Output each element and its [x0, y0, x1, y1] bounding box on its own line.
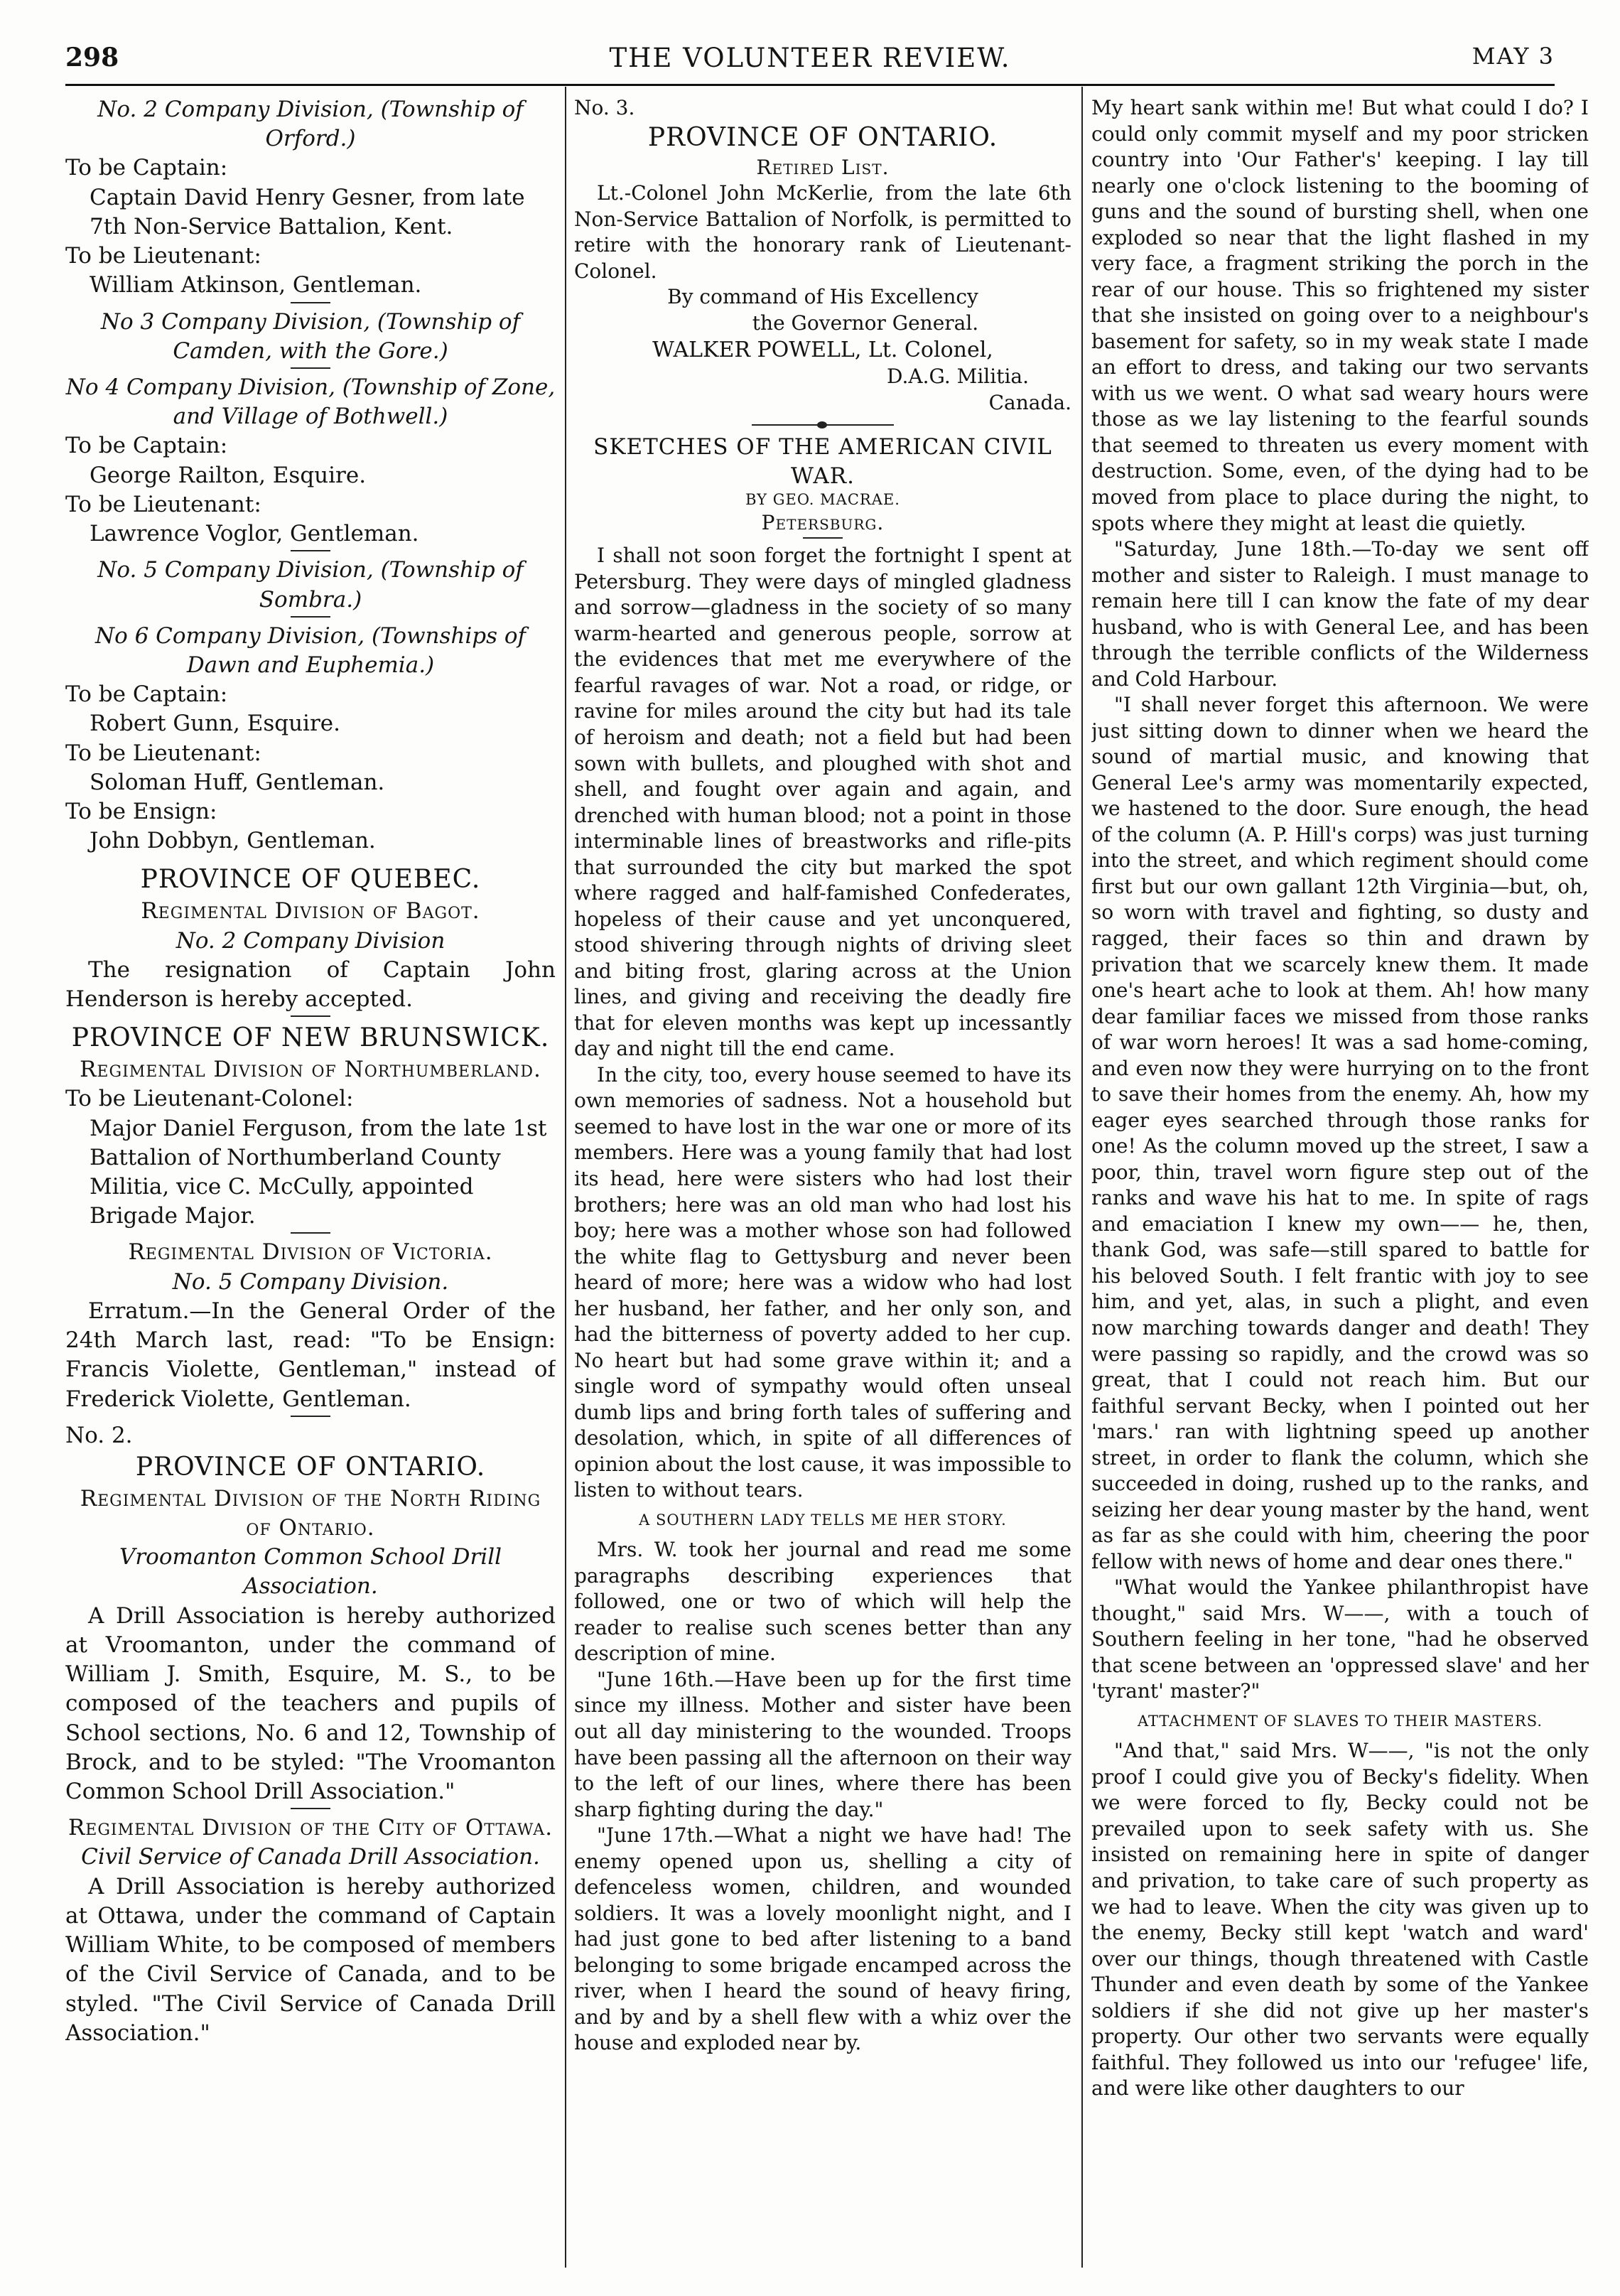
- division-heading: Regimental Division of the City of Ottawa.: [68, 1815, 554, 1841]
- section-heading: No 4 Company Division, (Township of Zone, and Village of Bothwell.): [65, 374, 556, 430]
- signature-name: WALKER POWELL, Lt. Colonel,: [652, 338, 993, 363]
- separator: [291, 302, 330, 303]
- text-paragraph: A Drill Association is hereby authorized at Ottawa, under the command of Captain William White, to be composed of members of the Civil Service of Canada, and to be styled. "The Civil Service of Canada Drill Association.": [65, 1873, 556, 2046]
- section-heading: No 3 Company Division, (Township of Camden, with the Gore.): [100, 308, 521, 364]
- issue-date: MAY 3: [1472, 43, 1555, 70]
- province-heading: PROVINCE OF NEW BRUNSWICK.: [71, 1023, 550, 1053]
- text-paragraph: "What would the Yankee philanthropist have thought," said Mrs. W——, with a touch of Southern feeling in her tone, "had he observed that scene between an 'oppressed slave' and her 'tyrant' master?": [1091, 1575, 1589, 1703]
- text-line: Soloman Huff, Gentleman.: [90, 769, 385, 795]
- separator: [803, 537, 843, 539]
- text-paragraph: Lt.-Colonel John McKerlie, from the late 6th Non-Service Battalion of Norfolk, is permitted to retire with the honorary rank of Lieutenant-Colonel.: [574, 181, 1071, 283]
- text-paragraph: In the city, too, every house seemed to have its own memories of sadness. Not a household but seemed to have lost in the war one or more of its members. Here was a young family that had lost its head, here were sisters who had lost their brothers; here was an old man who had lost his boy; here was a mother whose son had followed the white flag to Gettysburg and never been heard of more; here was a widow who had lost her husband, her father, and her only son, and had the bitterness of poverty added to her cup. No heart but had some grave within it; and a single word of sympathy would often unseal dumb lips and bring forth tales of suffering and desolation, which, in spite of all differences of opinion about the lost cause, it was impossible to listen to without tears.: [574, 1062, 1071, 1502]
- separator: [291, 1015, 330, 1017]
- signature-title: D.A.G. Militia.: [887, 365, 1029, 389]
- division-heading: Regimental Division of Victoria.: [128, 1239, 493, 1266]
- signature-line: By command of His Excellency: [667, 285, 978, 309]
- column-3: [1091, 95, 1589, 2268]
- text-paragraph: Captain David Henry Gesner, from late 7th Non-Service Battalion, Kent.: [90, 184, 525, 239]
- section-heading: No. 2 Company Division: [176, 927, 446, 954]
- text-paragraph: I shall not soon forget the fortnight I spent at Petersburg. They were days of mingled gladness and sorrow—gladness in the society of so many warm-hearted and generous people, sorrow at the evidences that met me everywhere of the fearful ravages of war. Not a road, or ridge, or ravine for miles around the city but had its tale of heroism and death; not a field but had been sown with bullets, and ploughed with shot and shell, and fought over again and again, and drenched with human blood; not a point in those interminable lines of breastworks and rifle-pits that surrounded the city but marked the spot where ragged and half-famished Confederates, hopeless of their cause and yet unconquered, stood shivering through nights of driving sleet and biting frost, glaring across at the Union lines, and giving and receiving the deadly fire that for eleven months was kept up incessantly day and night till the end came.: [574, 544, 1071, 1061]
- text-line: William Atkinson, Gentleman.: [90, 272, 422, 298]
- text-paragraph: "June 17th.—What a night we have had! The enemy opened upon us, shelling a city of defenceless women, children, and wounded soldiers. It was a lovely moonlight night, and I had just gone to bed after listening to a band belonging to some brigade encamped across the river, when I heard the sound of heavy firing, and by and by a shell flew with a whiz over the house and exploded near by.: [574, 1823, 1071, 2055]
- text-line: To be Lieutenant:: [65, 740, 261, 766]
- text-line: To be Lieutenant:: [65, 243, 261, 269]
- text-line: Robert Gunn, Esquire.: [90, 711, 340, 737]
- text-paragraph: Erratum.—In the General Order of the 24th March last, read: "To be Ensign: Francis Violette, Gentleman," instead of Frederick Violette, Gentleman.: [65, 1298, 556, 1412]
- separator: [291, 1232, 330, 1234]
- article-subheading: ATTACHMENT OF SLAVES TO THEIR MASTERS.: [1137, 1712, 1543, 1730]
- page-header: [65, 43, 1555, 84]
- text-line: Lawrence Voglor, Gentleman.: [90, 521, 419, 547]
- publication-title: THE VOLUNTEER REVIEW.: [609, 43, 1011, 73]
- section-heading: No. 5 Company Division.: [172, 1268, 449, 1295]
- order-number: No. 3.: [574, 96, 635, 119]
- article-subheading: A SOUTHERN LADY TELLS ME HER STORY.: [639, 1511, 1007, 1529]
- section-heading: No. 2 Company Division, (Township of Orford.): [97, 97, 524, 152]
- province-heading: PROVINCE OF ONTARIO.: [647, 122, 998, 152]
- text-line: To be Captain:: [65, 681, 228, 708]
- text-paragraph: My heart sank within me! But what could I do? I could only commit myself and my poor stricken country into 'Our Father's' keeping. I lay till nearly one o'clock listening to the booming of guns and the sound of bursting shell, when one exploded so near that the light flashed in my very face, a fragment striking the porch in the rear of our house. This so frightened my sister that she insisted on going over to a neighbour's basement for safety, so in my weak state I made an effort to dress, and taking our two servants with us we went. O what sad weary hours were those as we lay listening to the fearful sounds that seemed to threaten us every moment with destruction. Some, even, of the dying had to be moved from place to place during the night, to spots where they might at least die quietly.: [1091, 96, 1589, 535]
- division-heading: Regimental Division of Bagot.: [141, 898, 480, 925]
- text-line: To be Captain:: [65, 433, 228, 459]
- province-heading: PROVINCE OF QUEBEC.: [140, 865, 481, 895]
- article-subheading: Petersburg.: [761, 510, 885, 534]
- column-2: [574, 95, 1071, 2268]
- page-number: 298: [65, 43, 119, 72]
- text-line: To be Captain:: [65, 155, 228, 181]
- signature-line: the Governor General.: [752, 311, 979, 335]
- division-heading: Regimental Division of the North Riding of Ontario.: [80, 1485, 541, 1541]
- signature-place: Canada.: [988, 390, 1071, 414]
- text-paragraph: Major Daniel Ferguson, from the late 1st Battalion of Northumberland County Militia, vice C. McCully, appointed Brigade Major.: [90, 1115, 547, 1229]
- text-line: To be Ensign:: [65, 799, 217, 825]
- column-divider: [565, 87, 566, 2268]
- text-paragraph: Mrs. W. took her journal and read me some paragraphs describing experiences that followed, one or two of which will help the reader to realise such scenes better than any description of mine.: [574, 1538, 1071, 1666]
- text-line: To be Lieutenant:: [65, 491, 261, 517]
- article-title: SKETCHES OF THE AMERICAN CIVIL WAR.: [593, 434, 1052, 489]
- list-heading: Retired List.: [756, 155, 890, 179]
- ornamental-rule: [752, 424, 894, 426]
- article-byline: BY GEO. MACRAE.: [745, 491, 900, 509]
- section-heading: No. 5 Company Division, (Township of Sombra.): [97, 557, 524, 613]
- text-line: To be Lieutenant-Colonel:: [65, 1086, 354, 1112]
- separator: [291, 1416, 330, 1417]
- section-heading: No 6 Company Division, (Townships of Dawn and Euphemia.): [94, 622, 526, 678]
- section-heading: Civil Service of Canada Drill Association.: [81, 1844, 540, 1870]
- separator: [291, 550, 330, 551]
- text-line: John Dobbyn, Gentleman.: [90, 828, 376, 854]
- text-paragraph: A Drill Association is hereby authorized at Vroomanton, under the command of William J. Smith, Esquire, M. S., to be composed of the teachers and pupils of School sections, No. 6 and 12, Township of Brock, and to be styled: "The Vroomanton Common School Drill Association.": [65, 1602, 556, 1804]
- text-line: George Railton, Esquire.: [90, 462, 367, 488]
- text-paragraph: "And that," said Mrs. W——, "is not the only proof I could give you of Becky's fidelity. When we were forced to fly, Becky could not be prevailed upon to seek safety with us. She insisted on remaining here in spite of danger and privation, to take care of such property as we had to leave. When the city was given up to the enemy, Becky still kept 'watch and ward' over our things, though threatened with Castle Thunder and even death by some of the Yankee soldiers if she did not give up her master's property. Our other two servants were equally faithful. They followed us into our 'refugee' life, and were like other daughters to our: [1091, 1739, 1589, 2101]
- text-paragraph: The resignation of Captain John Henderson is hereby accepted.: [65, 956, 556, 1012]
- separator: [291, 616, 330, 618]
- separator: [291, 367, 330, 369]
- division-heading: Regimental Division of Northumberland.: [80, 1057, 541, 1083]
- text-paragraph: "Saturday, June 18th.—To-day we sent off mother and sister to Raleigh. I must manage to remain here till I can know the fate of my dear husband, who is with General Lee, and has been through the terrible conflicts of the Wilderness and Cold Harbour.: [1091, 537, 1589, 691]
- header-rule: [65, 84, 1555, 86]
- column-1: [65, 95, 556, 2268]
- column-divider: [1081, 87, 1083, 2268]
- separator: [291, 1808, 330, 1809]
- order-number: No. 2.: [65, 1422, 133, 1448]
- text-paragraph: "I shall never forget this afternoon. We were just sitting down to dinner when we heard the sound of martial music, and knowing that General Lee's army was momentarily expected, we hastened to the door. Sure enough, the head of the column (A. P. Hill's corps) was just turning into the street, and which regiment should come first but our own gallant 12th Virginia—but, oh, so worn with travel and fighting, so dusty and ragged, their faces so thin and drawn by privation that we scarcely knew them. It made one's heart ache to look at them. Ah! how many dear familiar faces we missed from those ranks of war worn heroes! It was a sad home-coming, and even now they were hurrying on to the front to save their homes from the enemy. Ah, how my eager eyes searched through those ranks for one! As the column moved up the street, I saw a poor, thin, travel worn figure step out of the ranks and wave his hat to me. In spite of rags and emaciation I knew my own—— he, then, thank God, was safe—still spared to battle for his beloved South. I felt frantic with joy to see him, and yet, alas, in such a plight, and even now marching towards danger and death! They were passing so rapidly, and the crowd was so great, that I could not reach him. But our faithful servant Becky, when I pointed out her 'mars.' ran with lightning speed up another street, in order to flank the column, which she succeeded in doing, rushed up to the ranks, and seizing her dear young master by the hand, went as far as she could with him, cheering the poor fellow with news of home and dear ones there.": [1091, 693, 1589, 1573]
- province-heading: PROVINCE OF ONTARIO.: [135, 1452, 486, 1482]
- section-heading: Vroomanton Common School Drill Association.: [119, 1544, 502, 1600]
- text-paragraph: "June 16th.—Have been up for the first time since my illness. Mother and sister have been out all day ministering to the wounded. Troops have been passing all the afternoon on their way to the left of our lines, where there has been sharp fighting during the day.": [574, 1667, 1071, 1821]
